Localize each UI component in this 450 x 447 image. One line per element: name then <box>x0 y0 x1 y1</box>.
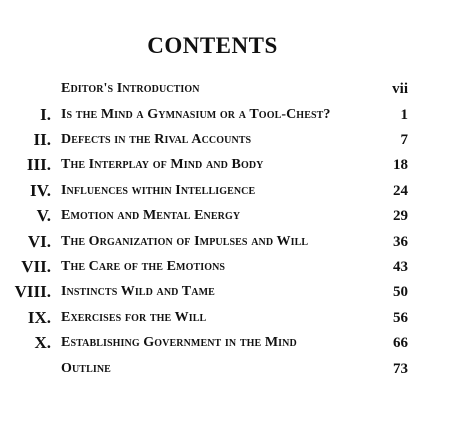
chapter-numeral: IX. <box>27 308 51 327</box>
chapter-title: Defects in the Rival Accounts <box>61 132 252 147</box>
page-number: vii <box>392 81 408 97</box>
page-number: 73 <box>393 361 408 377</box>
toc-entry[interactable] <box>0 79 450 99</box>
chapter-title: Influences within Intelligence <box>61 183 256 198</box>
chapter-title: The Organization of Impulses and Will <box>61 234 309 249</box>
chapter-numeral: IV. <box>30 181 51 200</box>
page-number: 36 <box>393 234 408 250</box>
toc-entry[interactable] <box>0 232 450 252</box>
chapter-numeral: VI. <box>27 232 51 251</box>
toc-entry[interactable] <box>0 130 450 150</box>
chapter-numeral: X. <box>34 333 51 352</box>
toc-entry[interactable] <box>0 333 450 353</box>
toc-entry[interactable] <box>0 308 450 328</box>
page-number: 50 <box>393 284 408 300</box>
page-number: 43 <box>393 259 408 275</box>
chapter-numeral: II. <box>33 130 51 149</box>
chapter-title: The Interplay of Mind and Body <box>61 157 264 172</box>
chapter-title: Outline <box>61 361 111 376</box>
chapter-title: Emotion and Mental Energy <box>61 208 241 223</box>
toc-entry[interactable] <box>0 359 450 379</box>
chapter-numeral: I. <box>40 105 51 124</box>
chapter-title: Editor's Introduction <box>61 81 200 96</box>
page-number: 29 <box>393 208 408 224</box>
toc-entry[interactable] <box>0 206 450 226</box>
page-number: 24 <box>393 183 408 199</box>
chapter-numeral: III. <box>26 155 51 174</box>
chapter-title: Is the Mind a Gymnasium or a Tool-Chest? <box>61 107 331 122</box>
chapter-title: Establishing Government in the Mind <box>61 335 297 350</box>
page-number: 66 <box>393 335 408 351</box>
toc-entry[interactable] <box>0 282 450 302</box>
chapter-numeral: V. <box>36 206 51 225</box>
chapter-title: The Care of the Emotions <box>61 259 226 274</box>
page-title: CONTENTS <box>147 33 278 58</box>
page-number: 56 <box>393 310 408 326</box>
page-number: 1 <box>400 107 408 123</box>
chapter-numeral: VII. <box>21 257 51 276</box>
toc-entry[interactable] <box>0 257 450 277</box>
toc-entry[interactable] <box>0 105 450 125</box>
chapter-numeral: VIII. <box>14 282 51 301</box>
toc-entry[interactable] <box>0 155 450 175</box>
chapter-title: Instincts Wild and Tame <box>61 284 215 299</box>
chapter-title: Exercises for the Will <box>61 310 207 325</box>
page-number: 18 <box>393 157 408 173</box>
toc-entry[interactable] <box>0 181 450 201</box>
page-number: 7 <box>400 132 408 148</box>
